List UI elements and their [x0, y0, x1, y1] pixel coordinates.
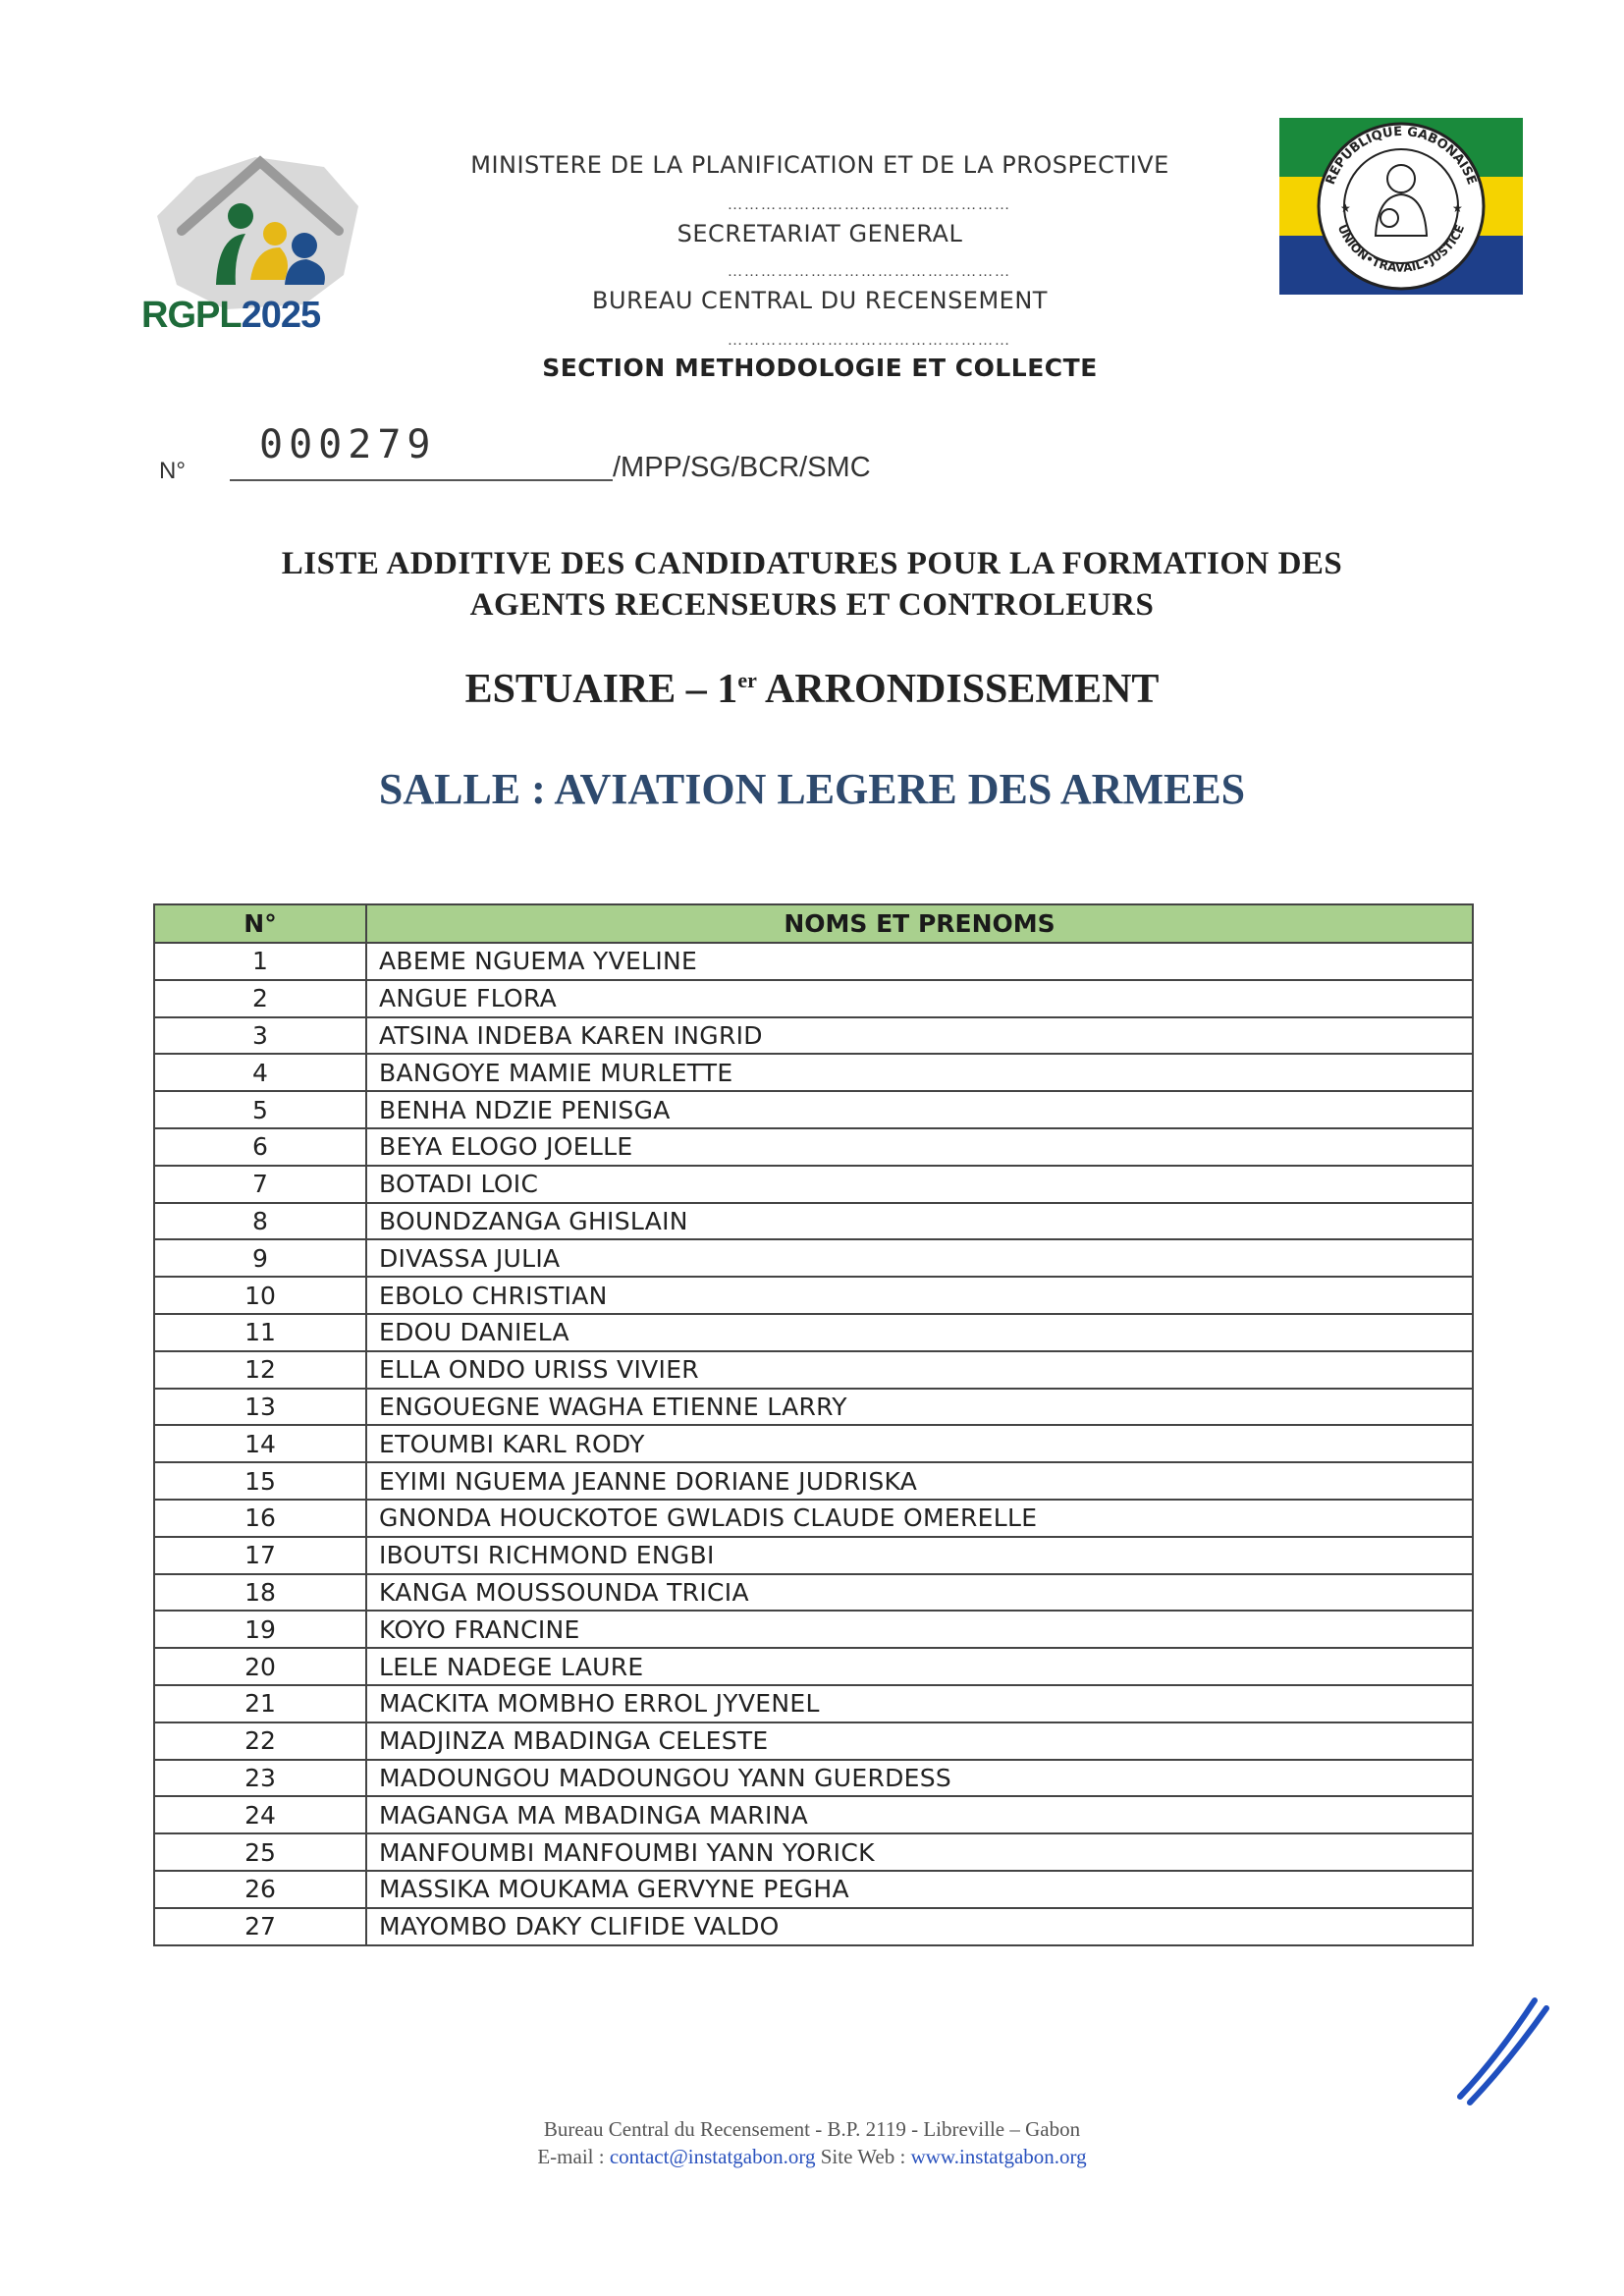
row-name: KANGA MOUSSOUNDA TRICIA: [366, 1574, 1473, 1612]
table-row: [154, 1537, 1473, 1574]
row-name: MANFOUMBI MANFOUMBI YANN YORICK: [366, 1833, 1473, 1871]
table-row: [154, 1351, 1473, 1389]
document-title-line-1: LISTE ADDITIVE DES CANDIDATURES POUR LA FORMATION DES: [281, 546, 1343, 581]
table-row: [154, 1017, 1473, 1055]
district-suffix: ARRONDISSEMENT: [756, 667, 1160, 712]
row-number: 14: [154, 1425, 366, 1462]
row-name: DIVASSA JULIA: [366, 1239, 1473, 1277]
reference-label: N°: [159, 458, 186, 484]
rgpl-logo-text: [141, 295, 320, 337]
row-name: MAYOMBO DAKY CLIFIDE VALDO: [366, 1908, 1473, 1945]
table-row: [154, 1871, 1473, 1908]
row-number: 2: [154, 980, 366, 1017]
table-row: [154, 1760, 1473, 1797]
reference-suffix: /MPP/SG/BCR/SMC: [613, 452, 871, 483]
ministry-title: MINISTERE DE LA PLANIFICATION ET DE LA PROSPECTIVE: [470, 151, 1169, 179]
district-superscript: er: [737, 668, 757, 692]
section-title: SECTION METHODOLOGIE ET COLLECTE: [542, 354, 1098, 382]
row-name: MACKITA MOMBHO ERROL JYVENEL: [366, 1685, 1473, 1722]
figure-head-green: [228, 203, 253, 229]
header-separator: ……………………………………………: [727, 263, 1011, 280]
gabon-map-shape: [157, 157, 358, 309]
table-row: [154, 1574, 1473, 1612]
row-number: 6: [154, 1128, 366, 1166]
table-row: [154, 980, 1473, 1017]
row-name: EYIMI NGUEMA JEANNE DORIANE JUDRISKA: [366, 1462, 1473, 1500]
table-row: [154, 1314, 1473, 1351]
row-name: IBOUTSI RICHMOND ENGBI: [366, 1537, 1473, 1574]
table-body: [154, 943, 1473, 1945]
seal-star-right-icon: ★: [1452, 201, 1463, 215]
district-prefix: ESTUAIRE – 1: [464, 667, 738, 712]
row-number: 12: [154, 1351, 366, 1389]
table-row: [154, 1462, 1473, 1500]
footer-contact: [0, 2145, 1624, 2169]
table-row: [154, 1685, 1473, 1722]
reference-number: 000279: [230, 422, 613, 481]
row-name: BOTADI LOIC: [366, 1166, 1473, 1203]
row-name: MAGANGA MA MBADINGA MARINA: [366, 1796, 1473, 1833]
table-row: [154, 1500, 1473, 1537]
row-name: ABEME NGUEMA YVELINE: [366, 943, 1473, 980]
table-row: [154, 1203, 1473, 1240]
table-row: [154, 943, 1473, 980]
footer-site-link[interactable]: www.instatgabon.org: [910, 2145, 1087, 2168]
table-row: [154, 1091, 1473, 1128]
row-name: MADOUNGOU MADOUNGOU YANN GUERDESS: [366, 1760, 1473, 1797]
row-name: MADJINZA MBADINGA CELESTE: [366, 1722, 1473, 1760]
row-name: BENHA NDZIE PENISGA: [366, 1091, 1473, 1128]
footer-site-label: Site Web :: [815, 2145, 911, 2168]
table-row: [154, 1833, 1473, 1871]
row-name: EBOLO CHRISTIAN: [366, 1277, 1473, 1314]
row-number: 24: [154, 1796, 366, 1833]
table-row: [154, 1722, 1473, 1760]
row-name: GNONDA HOUCKOTOE GWLADIS CLAUDE OMERELLE: [366, 1500, 1473, 1537]
reference-row: [159, 422, 871, 484]
rgpl-logo-text-blue: 2025: [241, 295, 321, 336]
row-number: 21: [154, 1685, 366, 1722]
row-number: 7: [154, 1166, 366, 1203]
row-number: 27: [154, 1908, 366, 1945]
district-title: [0, 666, 1624, 713]
table-row: [154, 1425, 1473, 1462]
row-number: 25: [154, 1833, 366, 1871]
row-number: 15: [154, 1462, 366, 1500]
row-number: 26: [154, 1871, 366, 1908]
gabon-seal: [1279, 118, 1523, 295]
row-number: 20: [154, 1648, 366, 1685]
row-number: 8: [154, 1203, 366, 1240]
table-row: [154, 1611, 1473, 1648]
row-name: MASSIKA MOUKAMA GERVYNE PEGHA: [366, 1871, 1473, 1908]
handwritten-stroke-2: [1470, 2008, 1546, 2103]
table-row: [154, 1389, 1473, 1426]
row-name: KOYO FRANCINE: [366, 1611, 1473, 1648]
handwritten-mark: [1448, 1979, 1556, 2106]
footer-email-label: E-mail :: [537, 2145, 610, 2168]
row-name: ATSINA INDEBA KAREN INGRID: [366, 1017, 1473, 1055]
seal-bottom-text: UNION•TRAVAIL•JUSTICE: [1334, 222, 1468, 275]
row-number: 16: [154, 1500, 366, 1537]
row-number: 4: [154, 1054, 366, 1091]
document-title-line-2: AGENTS RECENSEURS ET CONTROLEURS: [469, 587, 1155, 623]
table-row: [154, 1277, 1473, 1314]
table-header-row: [154, 904, 1473, 943]
row-name: BANGOYE MAMIE MURLETTE: [366, 1054, 1473, 1091]
footer-email-link[interactable]: contact@instatgabon.org: [609, 2145, 816, 2168]
rgpl-logo-text-green: RGPL: [141, 295, 242, 336]
bureau-title: BUREAU CENTRAL DU RECENSEMENT: [592, 287, 1048, 314]
row-name: ETOUMBI KARL RODY: [366, 1425, 1473, 1462]
row-number: 3: [154, 1017, 366, 1055]
row-name: ELLA ONDO URISS VIVIER: [366, 1351, 1473, 1389]
row-number: 13: [154, 1389, 366, 1426]
table-row: [154, 1054, 1473, 1091]
row-name: BOUNDZANGA GHISLAIN: [366, 1203, 1473, 1240]
header-separator: ……………………………………………: [727, 332, 1011, 349]
table-row: [154, 1239, 1473, 1277]
row-number: 5: [154, 1091, 366, 1128]
row-number: 23: [154, 1760, 366, 1797]
row-number: 17: [154, 1537, 366, 1574]
row-number: 1: [154, 943, 366, 980]
row-name: ENGOUEGNE WAGHA ETIENNE LARRY: [366, 1389, 1473, 1426]
secretariat-title: SECRETARIAT GENERAL: [677, 220, 963, 247]
seal-top-text: REPUBLIQUE GABONAISE: [1323, 124, 1480, 188]
room-title: SALLE : AVIATION LEGERE DES ARMEES: [378, 765, 1246, 813]
header-separator: ……………………………………………: [727, 196, 1011, 213]
row-number: 9: [154, 1239, 366, 1277]
handwritten-stroke-1: [1460, 2000, 1535, 2097]
table-row: [154, 1796, 1473, 1833]
column-header-names: NOMS ET PRENOMS: [366, 904, 1473, 943]
table-row: [154, 1166, 1473, 1203]
row-number: 11: [154, 1314, 366, 1351]
column-header-number: N°: [154, 904, 366, 943]
row-name: EDOU DANIELA: [366, 1314, 1473, 1351]
table-row: [154, 1128, 1473, 1166]
row-number: 10: [154, 1277, 366, 1314]
seal-star-left-icon: ★: [1340, 201, 1351, 215]
row-number: 18: [154, 1574, 366, 1612]
figure-head-blue: [292, 233, 317, 258]
figure-head-yellow: [263, 222, 287, 246]
row-number: 22: [154, 1722, 366, 1760]
footer-address: Bureau Central du Recensement - B.P. 2119 - Libreville – Gabon: [543, 2117, 1081, 2141]
row-name: LELE NADEGE LAURE: [366, 1648, 1473, 1685]
row-name: BEYA ELOGO JOELLE: [366, 1128, 1473, 1166]
row-name: ANGUE FLORA: [366, 980, 1473, 1017]
candidates-table: [153, 903, 1474, 1946]
table-row: [154, 1648, 1473, 1685]
row-number: 19: [154, 1611, 366, 1648]
table-row: [154, 1908, 1473, 1945]
